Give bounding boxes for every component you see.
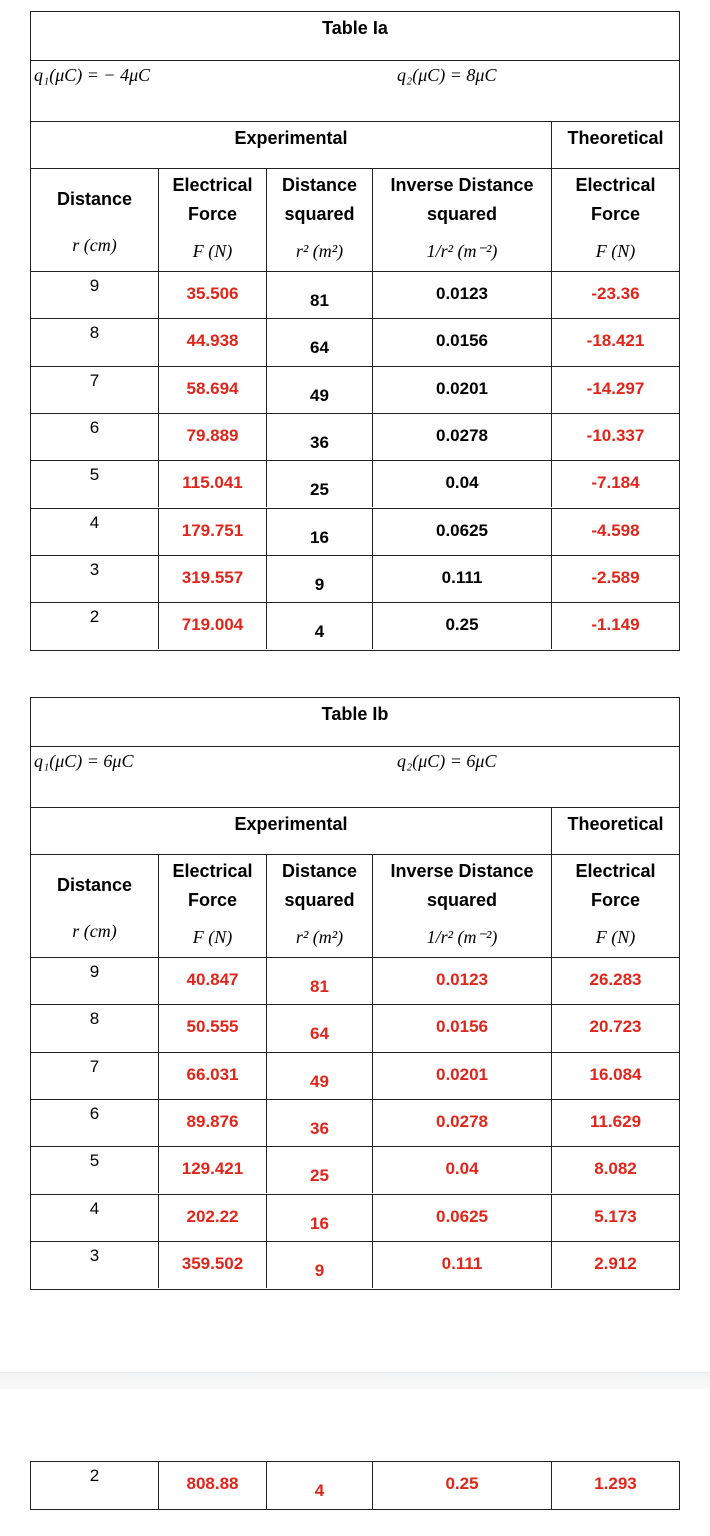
header-force-unit: F (N) bbox=[192, 241, 233, 261]
value-inv: 0.0123 bbox=[436, 284, 488, 303]
value-theo: -2.589 bbox=[591, 567, 640, 587]
section-row bbox=[31, 807, 679, 854]
cell-r bbox=[31, 556, 158, 602]
value-force: 808.88 bbox=[186, 1474, 239, 1493]
cell-r bbox=[31, 1100, 158, 1146]
value-r: 7 bbox=[89, 370, 100, 390]
cell-r bbox=[31, 958, 158, 1004]
cell-theo bbox=[551, 509, 679, 555]
table-row bbox=[31, 555, 679, 602]
cell-force bbox=[158, 1053, 266, 1099]
cell-force bbox=[158, 1005, 266, 1051]
value-force: 359.502 bbox=[181, 1253, 244, 1273]
value-theo: -18.421 bbox=[586, 331, 645, 351]
cell-r bbox=[31, 1195, 158, 1241]
value-theo: 16.084 bbox=[589, 1064, 642, 1084]
cell-theo bbox=[551, 1242, 679, 1288]
value-theo: 11.629 bbox=[589, 1111, 642, 1131]
cell-inv bbox=[372, 1242, 551, 1288]
value-r2: 49 bbox=[310, 1071, 329, 1091]
table-row bbox=[31, 1194, 679, 1241]
header-distance: Distance bbox=[56, 189, 133, 209]
cell-force bbox=[158, 1147, 266, 1193]
page-break bbox=[0, 1372, 710, 1389]
value-force: 89.876 bbox=[186, 1111, 239, 1131]
cell-inv bbox=[372, 1100, 551, 1146]
cell-force bbox=[158, 1242, 266, 1288]
cell-force bbox=[158, 556, 266, 602]
table-row bbox=[31, 318, 679, 365]
cell-r2 bbox=[266, 1005, 372, 1051]
cell-r2 bbox=[266, 272, 372, 318]
table-row bbox=[31, 413, 679, 460]
cell-inv bbox=[372, 272, 551, 318]
cell-inv bbox=[372, 461, 551, 507]
cell-theo bbox=[551, 414, 679, 460]
value-force: 202.22 bbox=[186, 1206, 239, 1226]
cell-inv bbox=[372, 1005, 551, 1051]
value-theo: 26.283 bbox=[589, 970, 642, 989]
header-force-l2: Force bbox=[187, 890, 238, 910]
header-row bbox=[31, 168, 679, 271]
table-ib-continued bbox=[30, 1461, 680, 1510]
value-r2: 36 bbox=[310, 1118, 329, 1138]
cell-theo bbox=[551, 1100, 679, 1146]
value-r2: 25 bbox=[310, 480, 329, 500]
value-force: 58.694 bbox=[186, 378, 239, 398]
value-force: 129.421 bbox=[181, 1159, 244, 1179]
section-theoretical: Theoretical bbox=[567, 814, 664, 834]
value-force: 66.031 bbox=[186, 1064, 239, 1084]
cell-theo bbox=[551, 367, 679, 413]
cell-r bbox=[31, 1462, 158, 1509]
cell-r bbox=[31, 1053, 158, 1099]
cell-theo bbox=[551, 461, 679, 507]
value-r2: 4 bbox=[314, 622, 325, 642]
cell-r2 bbox=[266, 1195, 372, 1241]
cell-theo bbox=[551, 1005, 679, 1051]
section-row bbox=[31, 121, 679, 168]
value-r: 7 bbox=[89, 1056, 100, 1076]
value-r: 8 bbox=[89, 1009, 100, 1029]
header-distance: Distance bbox=[56, 875, 133, 895]
header-force-unit: F (N) bbox=[192, 927, 233, 947]
cell-r2 bbox=[266, 958, 372, 1004]
value-r2: 16 bbox=[310, 1213, 329, 1233]
value-r: 9 bbox=[89, 276, 100, 295]
cell-inv bbox=[372, 556, 551, 602]
cell-force bbox=[158, 367, 266, 413]
cell-theo bbox=[551, 1053, 679, 1099]
value-r2: 36 bbox=[310, 432, 329, 452]
header-theo-unit: F (N) bbox=[595, 927, 636, 947]
value-inv: 0.0201 bbox=[436, 378, 488, 398]
header-inv-l1: Inverse Distance bbox=[390, 175, 534, 195]
header-sq-l1: Distance bbox=[281, 861, 358, 881]
cell-r bbox=[31, 1005, 158, 1051]
table-row bbox=[31, 602, 679, 649]
q1-value: q₁(μC) = 6μC bbox=[34, 751, 134, 771]
cell-inv bbox=[372, 414, 551, 460]
cell-r bbox=[31, 367, 158, 413]
cell-theo bbox=[551, 1462, 679, 1509]
cell-theo bbox=[551, 556, 679, 602]
value-force: 319.557 bbox=[181, 567, 244, 587]
value-force: 35.506 bbox=[186, 284, 239, 303]
value-inv: 0.0278 bbox=[436, 425, 488, 445]
q2-value: q₂(μC) = 8μC bbox=[397, 65, 497, 85]
cell-r bbox=[31, 319, 158, 365]
value-r2: 81 bbox=[310, 977, 329, 996]
header-force-l1: Electrical bbox=[172, 175, 253, 195]
cell-r bbox=[31, 1147, 158, 1193]
cell-r bbox=[31, 509, 158, 555]
section-experimental: Experimental bbox=[234, 128, 348, 148]
cell-r2 bbox=[266, 1462, 372, 1509]
header-force-l1: Electrical bbox=[172, 861, 253, 881]
value-force: 115.041 bbox=[182, 473, 243, 493]
header-sq-l1: Distance bbox=[281, 175, 358, 195]
title-row bbox=[31, 12, 679, 60]
cell-inv bbox=[372, 1462, 551, 1509]
value-inv: 0.0156 bbox=[436, 331, 488, 351]
cell-force bbox=[158, 958, 266, 1004]
cell-inv bbox=[372, 509, 551, 555]
table-row bbox=[31, 1241, 679, 1288]
cell-r2 bbox=[266, 603, 372, 649]
cell-force bbox=[158, 414, 266, 460]
q1-value: q₁(μC) = − 4μC bbox=[34, 65, 151, 85]
header-inv-l1: Inverse Distance bbox=[390, 861, 534, 881]
cell-r2 bbox=[266, 1053, 372, 1099]
value-r2: 49 bbox=[310, 385, 329, 405]
table-row bbox=[31, 1052, 679, 1099]
value-theo: -10.337 bbox=[586, 425, 645, 445]
table-ia bbox=[30, 11, 680, 651]
value-r2: 4 bbox=[314, 1481, 325, 1500]
value-r: 2 bbox=[89, 1466, 100, 1485]
cell-r bbox=[31, 603, 158, 649]
cell-inv bbox=[372, 1195, 551, 1241]
cell-force bbox=[158, 272, 266, 318]
q2-value: q₂(μC) = 6μC bbox=[397, 751, 497, 771]
header-theo-unit: F (N) bbox=[595, 241, 636, 261]
cell-r bbox=[31, 1242, 158, 1288]
cell-inv bbox=[372, 1053, 551, 1099]
header-theo-l1: Electrical bbox=[575, 175, 656, 195]
value-theo: 1.293 bbox=[594, 1474, 637, 1493]
header-theo-l1: Electrical bbox=[575, 861, 656, 881]
value-r: 4 bbox=[89, 512, 100, 532]
cell-r2 bbox=[266, 414, 372, 460]
table-row bbox=[31, 508, 679, 555]
value-inv: 0.25 bbox=[445, 1474, 479, 1493]
header-sq-l2: squared bbox=[284, 204, 355, 224]
table-row bbox=[31, 1099, 679, 1146]
value-r2: 81 bbox=[310, 291, 329, 310]
header-theo-l2: Force bbox=[590, 890, 641, 910]
value-inv: 0.0201 bbox=[436, 1064, 488, 1084]
section-experimental: Experimental bbox=[234, 814, 348, 834]
value-force: 179.751 bbox=[181, 520, 244, 540]
cell-r2 bbox=[266, 367, 372, 413]
value-theo: -4.598 bbox=[591, 520, 640, 540]
value-force: 79.889 bbox=[186, 425, 239, 445]
cell-inv bbox=[372, 367, 551, 413]
cell-inv bbox=[372, 958, 551, 1004]
table-row bbox=[31, 957, 679, 1004]
header-row bbox=[31, 854, 679, 957]
value-inv: 0.111 bbox=[441, 1253, 483, 1273]
header-force-l2: Force bbox=[187, 204, 238, 224]
value-r: 3 bbox=[89, 1245, 100, 1265]
value-inv: 0.0123 bbox=[436, 970, 488, 989]
header-inv-unit: 1/r² (m⁻²) bbox=[426, 241, 498, 261]
cell-inv bbox=[372, 603, 551, 649]
value-r: 9 bbox=[89, 962, 100, 981]
value-theo: -14.297 bbox=[586, 378, 645, 398]
value-r: 2 bbox=[89, 607, 100, 627]
charges-row bbox=[31, 746, 679, 807]
cell-theo bbox=[551, 1195, 679, 1241]
cell-r bbox=[31, 272, 158, 318]
header-theo-l2: Force bbox=[590, 204, 641, 224]
cell-r2 bbox=[266, 1147, 372, 1193]
value-force: 44.938 bbox=[186, 331, 239, 351]
value-inv: 0.0625 bbox=[436, 1206, 488, 1226]
value-r: 5 bbox=[89, 465, 100, 485]
value-r2: 9 bbox=[314, 574, 325, 594]
table-row bbox=[31, 1146, 679, 1193]
value-theo: 5.173 bbox=[594, 1206, 637, 1226]
value-r2: 64 bbox=[310, 338, 329, 358]
value-inv: 0.0278 bbox=[436, 1111, 488, 1131]
table-title: Table Ia bbox=[322, 18, 388, 38]
cell-theo bbox=[551, 958, 679, 1004]
value-force: 50.555 bbox=[186, 1017, 239, 1037]
cell-r2 bbox=[266, 1242, 372, 1288]
value-inv: 0.25 bbox=[445, 615, 479, 635]
table-row bbox=[31, 460, 679, 507]
cell-force bbox=[158, 319, 266, 365]
table-title: Table Ib bbox=[321, 704, 389, 724]
value-r2: 9 bbox=[314, 1260, 325, 1280]
header-inv-l2: squared bbox=[426, 204, 498, 224]
header-sq-l2: squared bbox=[284, 890, 355, 910]
value-inv: 0.111 bbox=[441, 567, 483, 587]
value-inv: 0.04 bbox=[445, 473, 479, 493]
cell-inv bbox=[372, 319, 551, 365]
value-r: 3 bbox=[89, 559, 100, 579]
header-inv-l2: squared bbox=[426, 890, 498, 910]
cell-force bbox=[158, 1100, 266, 1146]
value-inv: 0.0625 bbox=[436, 520, 488, 540]
table-ib bbox=[30, 697, 680, 1290]
table-row bbox=[31, 366, 679, 413]
header-inv-unit: 1/r² (m⁻²) bbox=[426, 927, 498, 947]
value-theo: -23.36 bbox=[591, 284, 640, 303]
cell-force bbox=[158, 1462, 266, 1509]
header-sq-unit: r² (m²) bbox=[295, 927, 344, 947]
value-r2: 16 bbox=[310, 527, 329, 547]
charges-row bbox=[31, 60, 679, 121]
title-row bbox=[31, 698, 679, 746]
value-theo: 2.912 bbox=[594, 1253, 637, 1273]
cell-r2 bbox=[266, 1100, 372, 1146]
cell-r2 bbox=[266, 319, 372, 365]
cell-theo bbox=[551, 603, 679, 649]
value-r: 8 bbox=[89, 323, 100, 343]
value-inv: 0.0156 bbox=[436, 1017, 488, 1037]
cell-force bbox=[158, 1195, 266, 1241]
cell-theo bbox=[551, 319, 679, 365]
value-r: 4 bbox=[89, 1198, 100, 1218]
cell-r bbox=[31, 461, 158, 507]
header-distance-unit: r (cm) bbox=[72, 921, 117, 941]
cell-force bbox=[158, 603, 266, 649]
value-force: 40.847 bbox=[186, 970, 239, 989]
value-theo: 8.082 bbox=[594, 1159, 637, 1179]
value-inv: 0.04 bbox=[445, 1159, 479, 1179]
cell-r2 bbox=[266, 556, 372, 602]
cell-theo bbox=[551, 1147, 679, 1193]
section-theoretical: Theoretical bbox=[567, 128, 664, 148]
value-theo: 20.723 bbox=[589, 1017, 642, 1037]
cell-inv bbox=[372, 1147, 551, 1193]
header-distance-unit: r (cm) bbox=[72, 235, 117, 255]
cell-r2 bbox=[266, 461, 372, 507]
table-row bbox=[31, 271, 679, 318]
cell-force bbox=[158, 461, 266, 507]
cell-r2 bbox=[266, 509, 372, 555]
header-sq-unit: r² (m²) bbox=[295, 241, 344, 261]
cell-force bbox=[158, 509, 266, 555]
value-r2: 64 bbox=[310, 1024, 329, 1044]
table-row bbox=[31, 1004, 679, 1051]
value-r: 6 bbox=[89, 417, 100, 437]
value-r2: 25 bbox=[310, 1166, 329, 1186]
value-r: 6 bbox=[89, 1103, 100, 1123]
cell-theo bbox=[551, 272, 679, 318]
value-theo: -1.149 bbox=[591, 615, 640, 635]
cell-r bbox=[31, 414, 158, 460]
value-theo: -7.184 bbox=[591, 473, 640, 493]
value-r: 5 bbox=[89, 1151, 100, 1171]
value-force: 719.004 bbox=[181, 615, 244, 635]
table-row bbox=[31, 1462, 679, 1509]
